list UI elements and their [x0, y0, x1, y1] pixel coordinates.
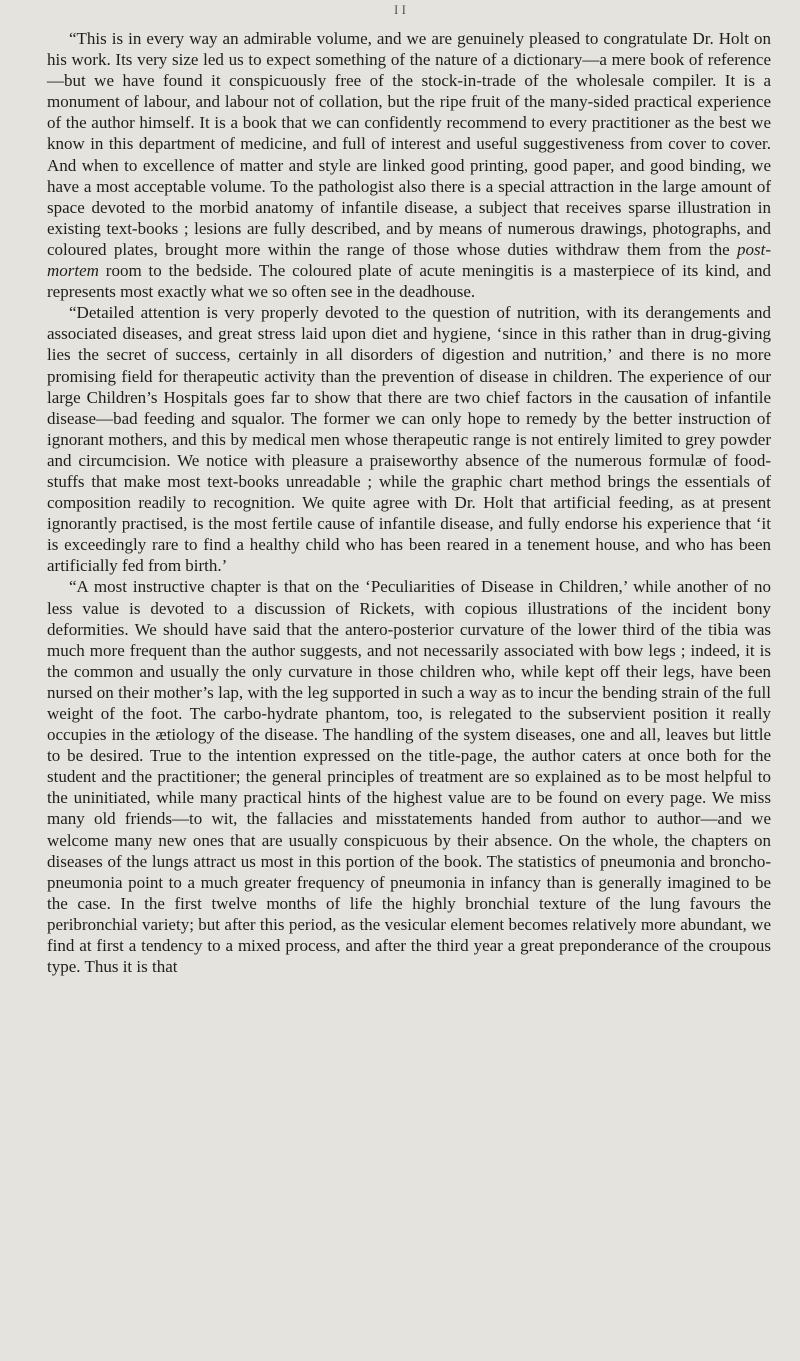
paragraph-nutrition: “Detailed attention is very properly devoted to the question of nutrition, with its derangements and associated diseases, and great stress laid upon diet and hygiene, ‘since in this rather than in drug-giving lies the secret of success, certainly in all disorders of digestion and nutrition,’ and there is no more promising field for therapeutic activity than the prevention of disease in children. The experience of our large Children’s Hospitals goes far to show that there are two chief factors in the causation of infantile disease—bad feeding and squalor. The former we can only hope to remedy by the better instruction of ignorant mothers, and this by medical men whose therapeutic range is not entirely limited to grey powder and circumcision. We notice with pleasure a praiseworthy absence of the numerous formulæ of food-stuffs that make most text-books unreadable ; while the graphic chart method brings the essentials of composition readily to recognition. We quite agree with Dr. Holt that artificial feeding, as at present ignorantly practised, is the most fertile cause of infantile disease, and fully endorse his experience that ‘it is exceedingly rare to find a healthy child who has been reared in a tenement house, and who has been artificially fed from birth.’: [47, 303, 771, 576]
review-text: [47, 28, 771, 977]
italic-post-mortem: post-mortem: [47, 239, 771, 281]
paragraph-review-intro: “This is in every way an admirable volume, and we are genuinely pleased to congratulate Dr. Holt on his work. Its very size led us to expect something of the nature of a dictionary—a mere book of reference—but we have found it conspicuously free of the stock-in-trade of the wholesale compiler. It is a monument of labour, and labour not of collation, but the ripe fruit of the many-sided practical experience of the author himself. It is a book that we can confidently recommend to every practitioner as the best we know in this department of medicine, and full of interest and useful suggestiveness from cover to cover. And when to excellence of matter and style are linked good printing, good paper, and good binding, we have a most acceptable volume. To the pathologist also there is a special attraction in the large amount of space devoted to the morbid anatomy of infantile disease, a subject that receives sparse illustration in existing text-books ; lesions are fully described, and by means of numerous drawings, photographs, and coloured plates, brought more within the range of those whose duties withdraw them from the post-mortem room to the bedside. The coloured plate of acute meningitis is a masterpiece of its kind, and represents most exactly what we so often see in the deadhouse.: [47, 29, 771, 302]
page-number: I I: [394, 2, 406, 17]
paragraph-rickets-pneumonia: “A most instructive chapter is that on the ‘Peculiarities of Disease in Children,’ while another of no less value is devoted to a discussion of Rickets, with copious illustrations of the incident bony deformities. We should have said that the antero-posterior curvature of the lower third of the tibia was much more frequent than the author suggests, and not necessarily associated with bow legs ; indeed, it is the common and usually the only curvature in those children who, while kept off their legs, have been nursed on their mother’s lap, with the leg supported in such a way as to incur the bending strain of the full weight of the foot. The carbo-hydrate phantom, too, is relegated to the subservient position it really occupies in the ætiology of the disease. The handling of the system diseases, one and all, leaves but little to be desired. True to the intention expressed on the title-page, the author caters at once both for the student and the practitioner; the general principles of treatment are so explained as to be most helpful to the uninitiated, while many practical hints of the highest value are to be found on every page. We miss many old friends—to wit, the fallacies and misstatements handed from author to author—and we welcome many new ones that are usually conspicuous by their absence. On the whole, the chapters on diseases of the lungs attract us most in this portion of the book. The statistics of pneumonia and broncho-pneumonia point to a much greater frequency of pneumonia in infancy than is generally imagined to be the case. In the first twelve months of life the highly bronchial texture of the lung favours the peribronchial variety; but after this period, as the vesicular element becomes relatively more abundant, we find at first a tendency to a mixed process, and after the third year a great preponderance of the croupous type. Thus it is that: [47, 577, 771, 977]
